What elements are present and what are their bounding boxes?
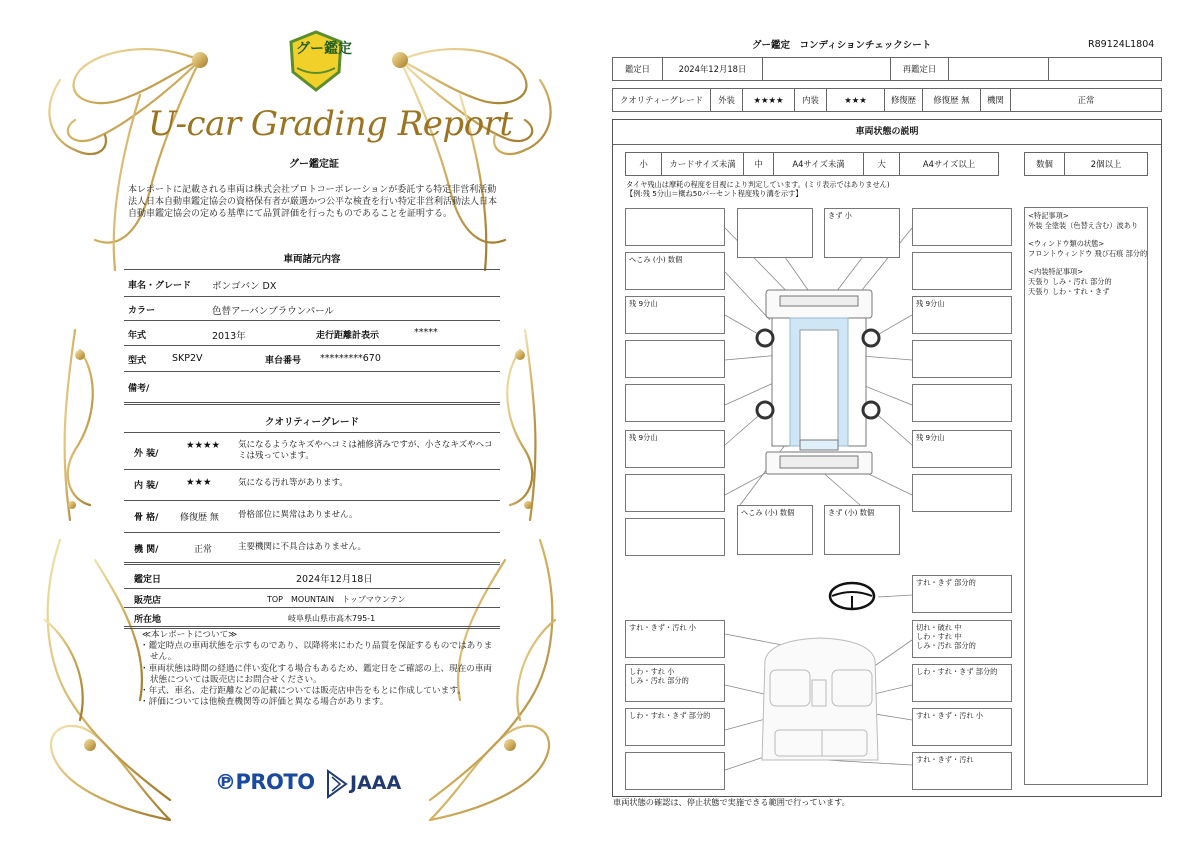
type-label: 型式 [128, 356, 147, 366]
special-text: 外装 全塗装（色替え含む）波あり [1028, 220, 1139, 230]
engine-label: 機 関/ [134, 545, 159, 555]
mileage-label: 走行距離計表示 [316, 331, 380, 341]
engine-label: 機関 [981, 89, 1011, 112]
legend-count-desc: 2個以上 [1065, 153, 1148, 176]
interior-box: しわ・すれ・きず 部分的 [625, 708, 725, 746]
exterior-box [625, 518, 725, 556]
exterior-stars: ★★★★ [186, 440, 221, 451]
model-label: 車名・グレード [128, 281, 192, 291]
legend-large: 大 [864, 153, 900, 176]
engine-desc: 主要機関に不具合はありません。 [238, 542, 367, 552]
exterior-box: へこみ (小) 数個 [737, 505, 813, 555]
notes-title: ≪本レポートについて≫ [142, 630, 238, 640]
date-value: 2024年12月18日 [296, 574, 373, 585]
certificate-subtitle: グー鑑定証 [289, 159, 339, 170]
exterior-box: 残 9分山 [912, 430, 1012, 468]
exterior-box [912, 340, 1012, 378]
frame-label: 骨 格/ [134, 513, 159, 523]
interior-box: 切れ・破れ 中 しわ・すれ 中 しみ・汚れ 部分的 [912, 620, 1012, 658]
special-notes [1024, 207, 1148, 785]
special-heading: <ウィンドウ類の状態> [1028, 239, 1105, 249]
int-label: 内装 [795, 89, 827, 112]
dealer-value: TOP MOUNTAIN トップマウンテン [267, 595, 406, 604]
condition-header: 車両状態の説明 [613, 120, 1161, 145]
frame-value: 修復歴 無 [180, 513, 219, 523]
exterior-desc: 気になるようなキズやヘコミは補修済みですが、小さなキズやヘコミは残っています。 [238, 440, 493, 461]
note-item: ・年式、車名、走行距離などの記載については販売店申告をもとに作成しています。 [140, 686, 466, 697]
reinspect-label: 再鑑定日 [891, 58, 949, 81]
mileage-value: ***** [414, 327, 438, 338]
exterior-label: 外 装/ [134, 449, 159, 459]
van-exterior-outline [766, 290, 872, 474]
date-label: 鑑定日 [134, 575, 162, 585]
interior-desc: 気になる汚れ等があります。 [238, 478, 348, 488]
date-label: 鑑定日 [613, 58, 663, 81]
repair-label: 修復歴 [885, 89, 923, 112]
interior-box: しわ・すれ・きず 部分的 [912, 664, 1012, 702]
grade-label: クオリティーグレード [613, 89, 711, 112]
dealer-label: 販売店 [134, 596, 162, 606]
special-text: 天張り しわ・すれ・きず [1028, 286, 1110, 296]
sheet-code: R89124L1804 [1088, 39, 1155, 50]
proto-mark-icon: ℗ [215, 770, 236, 794]
legend-medium: 中 [744, 153, 774, 176]
year-value: 2013年 [212, 331, 246, 342]
address-label: 所在地 [134, 615, 162, 625]
exterior-box [625, 384, 725, 422]
interior-box: すれ・きず・汚れ [912, 752, 1012, 790]
repair-value: 修復歴 無 [923, 89, 981, 112]
sheet-footer: 車両状態の確認は、停止状態で実施できる範囲で行っています。 [613, 797, 850, 807]
exterior-box: きず 小 [824, 208, 900, 258]
remarks-label: 備考/ [128, 384, 150, 394]
ext-label: 外装 [711, 89, 743, 112]
steering-wheel-icon [830, 583, 874, 609]
model-value: ボンゴバン DX [212, 281, 277, 292]
exterior-box [625, 208, 725, 246]
exterior-box: 残 9分山 [625, 430, 725, 468]
note-item: ・車両状態は時間の経過に伴い変化する場合もあるため、鑑定日をご確認の上、現在の車両状態については販売店にお問合せください。 [140, 663, 493, 685]
interior-seating-outline [762, 638, 878, 760]
legend-small: 小 [626, 153, 662, 176]
note-item: ・評価については他検査機関等の評価と異なる場合があります。 [140, 697, 389, 708]
note-item: ・鑑定時点の車両状態を示すものであり、以降将来にわたり品質を保証するものではありません。 [140, 641, 493, 663]
report-title: U-car Grading Report [148, 104, 513, 144]
type-value: SKP2V [172, 353, 203, 364]
color-label: カラー [128, 306, 156, 316]
legend-small-desc: カードサイズ未満 [662, 153, 744, 176]
exterior-box: 残 9分山 [625, 296, 725, 334]
badge-text: グー鑑定 [296, 41, 352, 57]
exterior-box [737, 208, 813, 258]
engine-value: 正常 [1011, 89, 1162, 112]
exterior-box [912, 384, 1012, 422]
special-heading: <内装特記事項> [1028, 267, 1084, 277]
exterior-box [912, 252, 1012, 290]
chassis-label: 車台番号 [265, 356, 302, 366]
interior-label: 内 装/ [134, 481, 159, 491]
exterior-box [912, 208, 1012, 246]
interior-stars: ★★★ [186, 477, 212, 488]
ext-value: ★★★★ [743, 89, 795, 112]
interior-box: すれ・きず・汚れ 小 [912, 708, 1012, 746]
exterior-box: へこみ (小) 数個 [625, 252, 725, 290]
jaaa-logo: JAAA [350, 772, 402, 794]
spec-header: 車両諸元内容 [283, 254, 341, 265]
exterior-box: きず (小) 数個 [824, 505, 900, 555]
exterior-box: 残 9分山 [912, 296, 1012, 334]
legend-large-desc: A4サイズ以上 [900, 153, 999, 176]
special-text: フロントウィンドウ 飛び石痕 部分的 [1028, 248, 1148, 258]
exterior-box [912, 474, 1012, 512]
sheet-title: グー鑑定 コンディションチェックシート [752, 40, 932, 51]
certificate-intro: 本レポートに記載される車両は株式会社プロトコーポレーションが委託する特定非営利活動法人日本自動車鑑定協会の資格保有者が厳選かつ公平な検査を行い特定非営利活動法人日本自動車鑑定協会の定める基準にて品質評価を行ったものであることを証明する。 [128, 185, 498, 219]
chassis-value: *********670 [320, 353, 381, 364]
engine-value: 正常 [194, 545, 213, 555]
exterior-box [625, 474, 725, 512]
legend-medium-desc: A4サイズ未満 [774, 153, 864, 176]
int-value: ★★★ [827, 89, 885, 112]
interior-box: すれ・きず 部分的 [912, 575, 1012, 613]
frame-desc: 骨格部位に異常はありません。 [238, 510, 358, 520]
color-value: 色替アーバンブラウンパール [212, 306, 334, 317]
tire-note: タイヤ残山は摩耗の程度を目視により判定しています。(ミリ表示ではありません) 【例:残 5分山＝概ね50パーセント程度残り溝を示す】 [626, 180, 890, 198]
special-heading: <特記事項> [1028, 211, 1069, 220]
interior-box: しわ・すれ 小 しみ・汚れ 部分的 [625, 664, 725, 702]
interior-box: すれ・きず・汚れ 小 [625, 620, 725, 658]
year-label: 年式 [128, 331, 147, 341]
quality-header: クオリティーグレード [264, 417, 360, 428]
date-value: 2024年12月18日 [663, 58, 763, 81]
legend-count: 数個 [1025, 153, 1065, 176]
special-text: 天張り しみ・汚れ 部分的 [1028, 276, 1112, 286]
address-value: 岐阜県山県市高木795-1 [288, 614, 376, 623]
interior-box [625, 752, 725, 790]
exterior-box [625, 340, 725, 378]
proto-logo: ℗PROTO [215, 770, 315, 794]
